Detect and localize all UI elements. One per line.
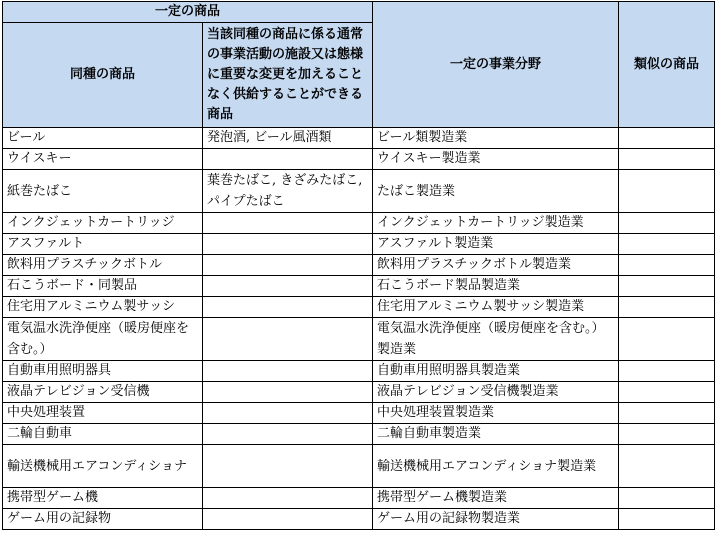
table-header <box>3 2 715 128</box>
cell-business-field: 液晶テレビジョン受信機製造業 <box>373 382 619 403</box>
cell-business-field: 住宅用アルミニウム製サッシ製造業 <box>373 297 619 318</box>
cell-similar <box>619 234 715 255</box>
cell-business-field: 電気温水洗浄便座（暖房便座を含む。）製造業 <box>373 318 619 361</box>
cell-similar <box>619 128 715 149</box>
cell-product: ウイスキー <box>3 149 203 170</box>
cell-product: インクジェットカートリッジ <box>3 213 203 234</box>
cell-substitute <box>203 509 373 530</box>
cell-business-field: アスファルト製造業 <box>373 234 619 255</box>
header-business-field: 一定の事業分野 <box>373 2 619 128</box>
cell-similar <box>619 361 715 382</box>
cell-similar <box>619 297 715 318</box>
cell-business-field: 二輪自動車製造業 <box>373 424 619 445</box>
table-row <box>3 170 715 213</box>
cell-similar <box>619 213 715 234</box>
cell-substitute <box>203 255 373 276</box>
cell-substitute <box>203 382 373 403</box>
cell-substitute: 葉巻たばこ, きざみたばこ, パイプたばこ <box>203 170 373 213</box>
cell-product: 液晶テレビジョン受信機 <box>3 382 203 403</box>
cell-business-field: インクジェットカートリッジ製造業 <box>373 213 619 234</box>
cell-business-field: ゲーム用の記録物製造業 <box>373 509 619 530</box>
table-row <box>3 234 715 255</box>
cell-substitute <box>203 445 373 488</box>
header-same-kind-products: 同種の商品 <box>3 23 203 128</box>
cell-business-field: ビール類製造業 <box>373 128 619 149</box>
cell-product: 飲料用プラスチックボトル <box>3 255 203 276</box>
cell-business-field: 飲料用プラスチックボトル製造業 <box>373 255 619 276</box>
cell-substitute <box>203 424 373 445</box>
cell-similar <box>619 276 715 297</box>
cell-business-field: 自動車用照明器具製造業 <box>373 361 619 382</box>
table-row <box>3 213 715 234</box>
table-row <box>3 509 715 530</box>
cell-substitute <box>203 318 373 361</box>
table-row <box>3 276 715 297</box>
cell-similar <box>619 424 715 445</box>
cell-product: 中央処理装置 <box>3 403 203 424</box>
cell-product: 携帯型ゲーム機 <box>3 488 203 509</box>
products-table <box>2 1 715 530</box>
cell-substitute <box>203 213 373 234</box>
table-row <box>3 488 715 509</box>
table-row <box>3 424 715 445</box>
cell-business-field: 輸送機械用エアコンディショナ製造業 <box>373 445 619 488</box>
cell-similar <box>619 318 715 361</box>
cell-substitute <box>203 403 373 424</box>
table-row <box>3 255 715 276</box>
cell-substitute <box>203 276 373 297</box>
cell-product: ゲーム用の記録物 <box>3 509 203 530</box>
cell-product: 住宅用アルミニウム製サッシ <box>3 297 203 318</box>
cell-product: 輸送機械用エアコンディショナ <box>3 445 203 488</box>
table-row <box>3 361 715 382</box>
table-body <box>3 128 715 530</box>
cell-similar <box>619 149 715 170</box>
cell-product: 二輪自動車 <box>3 424 203 445</box>
header-substitutable-products: 当該同種の商品に係る通常の事業活動の施設又は態様に重要な変更を加えることなく供給することができる商品 <box>203 23 373 128</box>
cell-product: 石こうボード・同製品 <box>3 276 203 297</box>
cell-product: アスファルト <box>3 234 203 255</box>
cell-similar <box>619 445 715 488</box>
cell-similar <box>619 488 715 509</box>
cell-business-field: 携帯型ゲーム機製造業 <box>373 488 619 509</box>
cell-business-field: ウイスキー製造業 <box>373 149 619 170</box>
cell-substitute <box>203 297 373 318</box>
table-row <box>3 297 715 318</box>
header-similar-products: 類似の商品 <box>619 2 715 128</box>
table-row <box>3 318 715 361</box>
cell-substitute <box>203 149 373 170</box>
cell-substitute <box>203 488 373 509</box>
cell-substitute <box>203 234 373 255</box>
cell-similar <box>619 170 715 213</box>
cell-product: 電気温水洗浄便座（暖房便座を含む。） <box>3 318 203 361</box>
table-row <box>3 149 715 170</box>
cell-similar <box>619 509 715 530</box>
table-row <box>3 128 715 149</box>
cell-similar <box>619 403 715 424</box>
cell-substitute: 発泡酒, ビール風酒類 <box>203 128 373 149</box>
cell-product: 紙巻たばこ <box>3 170 203 213</box>
cell-product: 自動車用照明器具 <box>3 361 203 382</box>
cell-similar <box>619 255 715 276</box>
table-row <box>3 445 715 488</box>
cell-business-field: 中央処理装置製造業 <box>373 403 619 424</box>
table-row <box>3 382 715 403</box>
cell-product: ビール <box>3 128 203 149</box>
table-row <box>3 403 715 424</box>
cell-business-field: たばこ製造業 <box>373 170 619 213</box>
cell-business-field: 石こうボード製品製造業 <box>373 276 619 297</box>
cell-similar <box>619 382 715 403</box>
header-group-label: 一定の商品 <box>3 2 373 23</box>
cell-substitute <box>203 361 373 382</box>
